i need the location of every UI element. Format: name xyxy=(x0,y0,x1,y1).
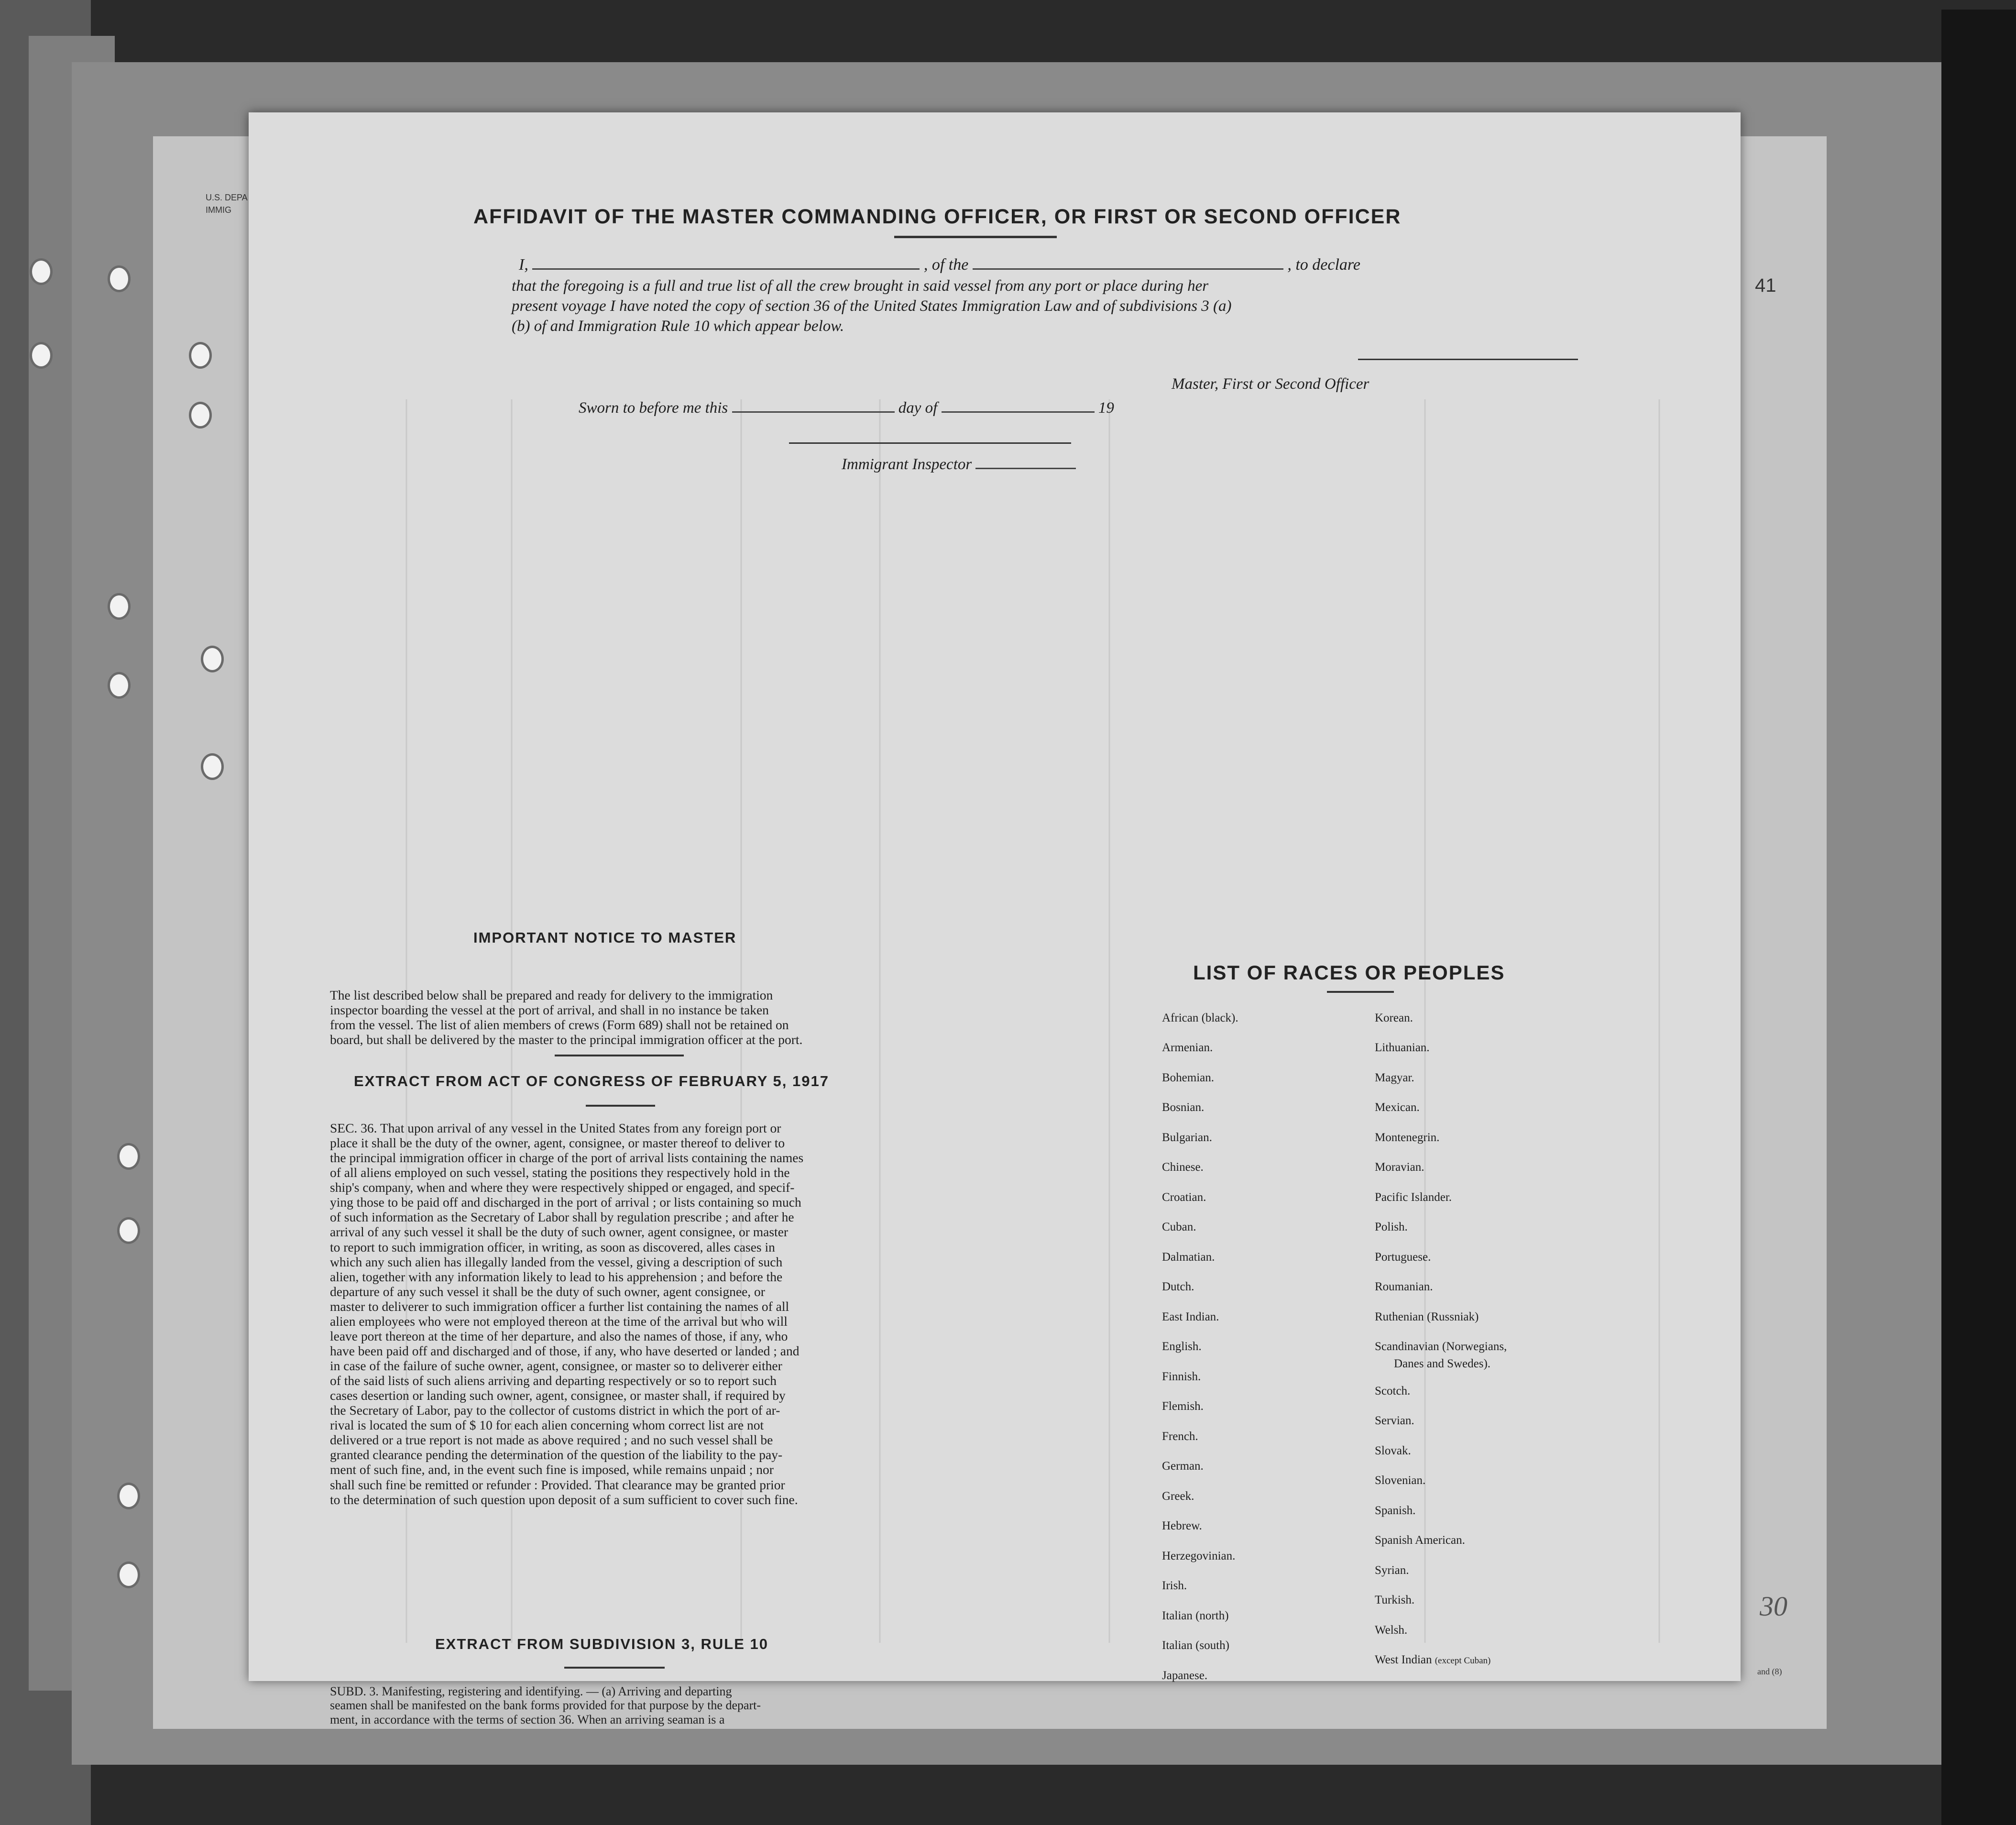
binder-hole xyxy=(117,1143,140,1170)
races-title-rule xyxy=(1327,991,1394,993)
binder-hole xyxy=(108,593,131,620)
race-right: Portuguese. xyxy=(1375,1251,1431,1264)
affidavit-line1 xyxy=(519,256,1360,274)
day-of-text: day of xyxy=(898,399,938,417)
rule-line: seamen shall be manifested on the bank forms provided for that purpose by the depart- xyxy=(330,1698,761,1713)
act-line: the principal immigration officer in charge of the port of arrival lists containing the names xyxy=(330,1150,804,1165)
race-left: Cuban. xyxy=(1162,1220,1196,1233)
notice-line: The list described below shall be prepared and ready for delivery to the immigration xyxy=(330,988,773,1002)
corner-note: and (8) xyxy=(1757,1667,1782,1676)
race-left: Japanese. xyxy=(1162,1669,1208,1682)
race-right: Slovenian. xyxy=(1375,1474,1426,1487)
race-right: Roumanian. xyxy=(1375,1280,1433,1293)
race-left: Greek. xyxy=(1162,1490,1194,1503)
affidavit-body-line3: (b) of and Immigration Rule 10 which appear below. xyxy=(512,318,844,335)
act-line: arrival of any such vessel it shall be the duty of such owner, agent consignee, or master xyxy=(330,1224,789,1240)
race-right-cont: Danes and Swedes). xyxy=(1394,1357,1491,1370)
race-right: Polish. xyxy=(1375,1220,1408,1233)
affidavit-page xyxy=(249,112,1741,1726)
inspector-text: Immigrant Inspector xyxy=(842,456,972,473)
race-left: East Indian. xyxy=(1162,1310,1219,1323)
act-line: ship's company, when and where they were respectively shipped or engaged, and specif- xyxy=(330,1180,795,1195)
race-right: Ruthenian (Russniak) xyxy=(1375,1310,1479,1323)
notice-line: from the vessel. The list of alien members of crews (Form 689) shall not be retained on xyxy=(330,1017,789,1033)
act-line: the Secretary of Labor, pay to the collector of customs district in which the port of ar- xyxy=(330,1403,780,1418)
right-dark-edge xyxy=(1941,10,2016,1825)
binder-hole xyxy=(189,402,212,429)
rule-line: SUBD. 3. Manifesting, registering and identifying. — (a) Arriving and departing xyxy=(330,1684,732,1698)
race-left: Armenian. xyxy=(1162,1041,1213,1054)
act-line: ment of such fine, and, in the event such fine is imposed, while remains unpaid ; nor xyxy=(330,1462,774,1477)
binder-hole xyxy=(117,1483,140,1509)
master-signature-line xyxy=(1358,359,1578,360)
race-left: Herzegovinian. xyxy=(1162,1550,1236,1562)
sworn-text: Sworn to before me this xyxy=(579,399,728,417)
stamp-number: 41 xyxy=(1755,275,1776,296)
extract-rule-rule xyxy=(564,1667,665,1669)
act-line: alien, together with any information likely to lead to his apprehension ; and before the xyxy=(330,1269,783,1284)
race-left: Italian (north) xyxy=(1162,1609,1229,1622)
act-line: in case of the failure of suche owner, agent, consignee, or master so to deliverer either xyxy=(330,1358,782,1373)
race-left: Hebrew. xyxy=(1162,1519,1202,1532)
race-right xyxy=(1375,1653,1490,1667)
race-left: German. xyxy=(1162,1460,1204,1473)
day-blank xyxy=(942,411,1095,413)
race-right: Turkish. xyxy=(1375,1594,1415,1606)
race-left: Flemish. xyxy=(1162,1400,1204,1413)
races-title: LIST OF RACES OR PEOPLES xyxy=(1193,961,1505,984)
notice-rule xyxy=(555,1055,684,1056)
name-blank xyxy=(532,268,920,270)
race-right: Korean. xyxy=(1375,1011,1413,1024)
act-line: SEC. 36. That upon arrival of any vessel in the United States from any foreign port or xyxy=(330,1121,781,1135)
race-left: Chinese. xyxy=(1162,1161,1204,1174)
notice-line: board, but shall be delivered by the master to the principal immigration officer at the port. xyxy=(330,1032,803,1047)
affidavit-title: AFFIDAVIT OF THE MASTER COMMANDING OFFICER, OR FIRST OR SECOND OFFICER xyxy=(473,205,1402,228)
act-line: which any such alien has illegally landed from the vessel, giving a description of such xyxy=(330,1254,783,1269)
race-left: Finnish. xyxy=(1162,1370,1201,1383)
department-line-1: U.S. DEPA xyxy=(206,193,248,202)
inspector-label xyxy=(842,456,1076,473)
act-line: departure of any such vessel it shall be the duty of such owner, agent consignee, or xyxy=(330,1284,765,1299)
race-right: Mexican. xyxy=(1375,1101,1420,1114)
act-line: of the said lists of such aliens arriving and departing respectively or so to report such xyxy=(330,1373,777,1388)
race-right: Servian. xyxy=(1375,1414,1414,1427)
extract-act-rule xyxy=(586,1105,655,1107)
inspector-blank xyxy=(975,468,1076,469)
west-indian-label: West Indian xyxy=(1375,1653,1432,1666)
binder-hole xyxy=(117,1217,140,1244)
binder-hole xyxy=(30,342,53,369)
race-right: Moravian. xyxy=(1375,1161,1424,1174)
act-line: of such information as the Secretary of Labor shall by regulation prescribe ; and after he xyxy=(330,1209,794,1225)
binder-hole xyxy=(189,342,212,369)
vessel-blank xyxy=(973,268,1283,270)
race-right: Spanish. xyxy=(1375,1504,1416,1517)
extract-rule-body xyxy=(330,1684,904,1726)
race-left: Bohemian. xyxy=(1162,1071,1215,1084)
title-rule xyxy=(894,236,1057,238)
binder-hole xyxy=(201,753,224,780)
sworn-line xyxy=(579,399,1114,417)
department-line-2: IMMIG xyxy=(206,205,231,215)
affidavit-body-line2: present voyage I have noted the copy of section 36 of the United States Immigration Law and of subdivisions 3 (a) xyxy=(512,297,1232,315)
race-left: Bosnian. xyxy=(1162,1101,1205,1114)
act-line: shall such fine be remitted or refunder : Provided. That clearance may be granted prior xyxy=(330,1477,785,1492)
race-right: Welsh. xyxy=(1375,1624,1408,1637)
binder-hole xyxy=(108,672,131,699)
race-left: Italian (south) xyxy=(1162,1639,1229,1652)
act-line: have been paid off and discharged and of those, if any, who have deserted or landed ; and xyxy=(330,1343,800,1358)
race-left: Irish. xyxy=(1162,1579,1187,1592)
race-left: Croatian. xyxy=(1162,1191,1206,1204)
year-text: 19 xyxy=(1098,399,1114,417)
act-line: of all aliens employed on such vessel, stating the positions they respectively hold in the xyxy=(330,1165,790,1180)
act-line: granted clearance pending the determination of the question of the liability to the pay- xyxy=(330,1447,783,1462)
department-label xyxy=(206,191,248,216)
act-line: rival is located the sum of $ 10 for each alien concerning whom correct list are not xyxy=(330,1418,764,1433)
west-indian-note: (except Cuban) xyxy=(1435,1656,1491,1666)
affidavit-of-the: , of the xyxy=(923,256,969,274)
act-line: delivered or a true report is not made as above required ; and no such vessel shall be xyxy=(330,1432,773,1448)
extract-act-body xyxy=(330,1121,904,1507)
race-left: French. xyxy=(1162,1430,1198,1443)
affidavit-to-declare: , to declare xyxy=(1287,256,1360,274)
race-right: Magyar. xyxy=(1375,1071,1414,1084)
race-right: Pacific Islander. xyxy=(1375,1191,1452,1204)
binder-hole xyxy=(117,1561,140,1588)
race-right: Montenegrin. xyxy=(1375,1131,1440,1144)
notice-body xyxy=(330,988,904,1047)
race-right: Slovak. xyxy=(1375,1444,1411,1457)
affidavit-i: I, xyxy=(519,256,528,274)
binder-hole xyxy=(30,258,53,285)
act-line: place it shall be the duty of the owner, agent, consignee, or master thereof to deliver to xyxy=(330,1135,785,1151)
notice-line: inspector boarding the vessel at the port of arrival, and shall in no instance be taken xyxy=(330,1002,769,1018)
extract-act-title: EXTRACT FROM ACT OF CONGRESS OF FEBRUARY 5, 1917 xyxy=(354,1073,829,1089)
inspector-signature-line xyxy=(789,442,1071,444)
binder-hole xyxy=(108,265,131,292)
race-left: English. xyxy=(1162,1340,1202,1353)
race-left: Dutch. xyxy=(1162,1280,1194,1293)
extract-rule-title: EXTRACT FROM SUBDIVISION 3, RULE 10 xyxy=(435,1636,768,1652)
act-line: leave port thereon at the time of her departure, and also the names of those, if any, who xyxy=(330,1328,788,1343)
race-right: Spanish American. xyxy=(1375,1534,1465,1547)
master-label: Master, First or Second Officer xyxy=(1172,375,1370,393)
race-right: Syrian. xyxy=(1375,1564,1409,1577)
act-line: to report to such immigration officer, in writing, as soon as discovered, alles cases in xyxy=(330,1239,775,1254)
race-right: Scandinavian (Norwegians, xyxy=(1375,1340,1507,1353)
race-left: Dalmatian. xyxy=(1162,1251,1215,1264)
act-line: cases desertion or landing such owner, agent, consignee, or master shall, if required by xyxy=(330,1388,786,1403)
binder-hole xyxy=(201,646,224,672)
race-left: African (black). xyxy=(1162,1011,1238,1024)
race-left: Bulgarian. xyxy=(1162,1131,1212,1144)
margin-number: 30 xyxy=(1760,1591,1787,1622)
act-line: ying those to be paid off and discharged in the port of arrival ; or lists containing so much xyxy=(330,1195,801,1210)
race-right: Lithuanian. xyxy=(1375,1041,1430,1054)
affidavit-body-line1: that the foregoing is a full and true list of all the crew brought in said vessel from any port or place during her xyxy=(512,277,1209,295)
notice-title: IMPORTANT NOTICE TO MASTER xyxy=(473,929,737,946)
sworn-blank xyxy=(732,411,895,413)
rule-line: ment, in accordance with the terms of section 36. When an arriving seaman is a xyxy=(330,1712,725,1726)
act-line: alien employees who were not employed thereon at the time of the arrival but who will xyxy=(330,1313,788,1329)
act-line: to the determination of such question upon deposit of a sum sufficient to cover such fine. xyxy=(330,1492,798,1507)
race-right: Scotch. xyxy=(1375,1385,1411,1397)
act-line: master to deliverer to such immigration officer a further list containing the names of all xyxy=(330,1298,789,1314)
